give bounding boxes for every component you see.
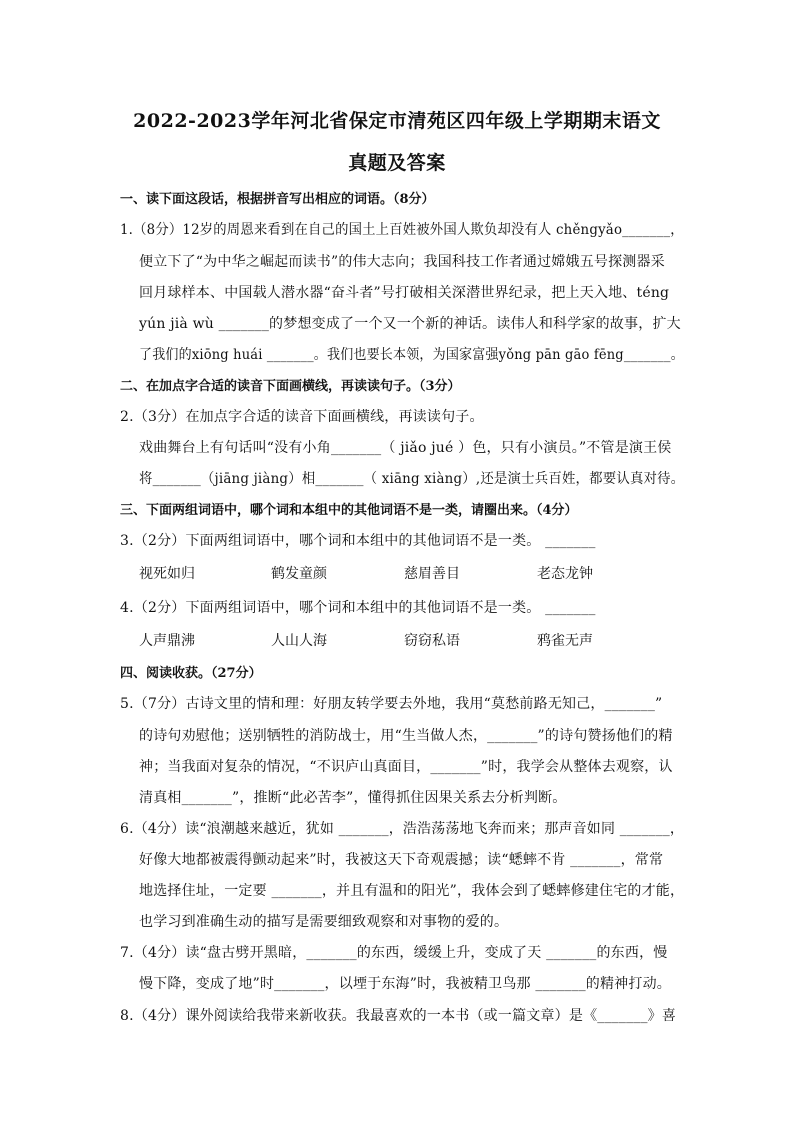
question-6-line: 也学习到准确生动的描写是需要细致观察和对事物的爱的。 bbox=[139, 914, 509, 930]
question-5-line: 清真相_______”，推断“此必苦李”，懂得抓住因果关系去分析判断。 bbox=[139, 790, 567, 806]
question-4-option: 窃窃私语 bbox=[404, 633, 460, 649]
question-5-line: 5.（7分）古诗文里的情和理：好朋友转学要去外地，我用“莫愁前路无知己，_______” bbox=[120, 696, 663, 712]
question-6-line: 好像大地都被震得颤动起来”时，我被这天下奇观震撼；读“蟋蟀不肯 _______，常常 bbox=[139, 852, 664, 868]
question-1-line: yún jià wù _______的梦想变成了一个又一个新的神话。读伟人和科学家的故事，扩大 bbox=[139, 316, 681, 332]
document-title-line-2: 真题及答案 bbox=[348, 152, 446, 174]
question-8-line: 8.（4分）课外阅读给我带来新收获。我最喜欢的一本书（或一篇文章）是《_______》喜 bbox=[120, 1008, 677, 1024]
question-7-line: 7.（4分）读“盘古劈开黑暗，_______的东西，缓缓上升，变成了天 _______的东西，慢 bbox=[120, 945, 668, 961]
question-1-line: 回月球样本、中国载人潜水器“奋斗者”号打破相关深潜世界纪录，把上天入地、téng bbox=[139, 285, 670, 301]
question-4-option: 鸦雀无声 bbox=[537, 633, 593, 649]
question-4-option: 人声鼎沸 bbox=[139, 633, 195, 649]
question-2-line: 2.（3分）在加点字合适的读音下面画横线，再读读句子。 bbox=[120, 409, 484, 425]
question-4-option: 人山人海 bbox=[271, 633, 327, 649]
question-3-option: 鹤发童颜 bbox=[271, 566, 327, 582]
question-5-line: 的诗句劝慰他；送别牺牲的消防战士，用“生当做人杰，_______”的诗句赞扬他们的精 bbox=[139, 728, 673, 744]
section-heading-1: 一、读下面这段话，根据拼音写出相应的词语。（8分） bbox=[120, 192, 435, 207]
question-1-line: 了我们的xiōng huái _______。我们也要长本领，为国家富强yǒng pān gāo fēng_______。 bbox=[139, 347, 684, 363]
question-3-option: 慈眉善目 bbox=[404, 566, 460, 582]
question-6-line: 地选择住址，一定要 _______，并且有温和的阳光”，我体会到了蟋蟀修建住宅的才能， bbox=[139, 883, 685, 899]
question-7-line: 慢下降，变成了地”时_______，以堙于东海”时，我被精卫鸟那 _______的精神打动。 bbox=[139, 976, 671, 992]
document-title-line-1: 2022-2023学年河北省保定市清苑区四年级上学期期末语文 bbox=[133, 110, 661, 132]
question-3-stem: 3.（2分）下面两组词语中，哪个词和本组中的其他词语不是一类。 _______ bbox=[120, 533, 596, 549]
question-5-line: 神；当我面对复杂的情况，“不识庐山真面目，_______”时，我学会从整体去观察，认 bbox=[139, 759, 673, 775]
question-6-line: 6.（4分）读“浪潮越来越近，犹如 _______，浩浩荡荡地飞奔而来；那声音如同 _______， bbox=[120, 821, 685, 837]
question-2-line: 将_______（jiāng jiàng）相_______（ xiāng xiàng）,还是演士兵百姓，都要认真对待。 bbox=[139, 471, 685, 487]
question-4-stem: 4.（2分）下面两组词语中，哪个词和本组中的其他词语不是一类。 _______ bbox=[120, 600, 596, 616]
question-3-option: 老态龙钟 bbox=[537, 566, 593, 582]
question-2-line: 戏曲舞台上有句话叫“没有小角_______（ jiǎo jué ）色，只有小演员。”不管是演王侯 bbox=[139, 440, 672, 456]
section-heading-3: 三、下面两组词语中，哪个词和本组中的其他词语不是一类，请圈出来。（4分） bbox=[120, 503, 578, 518]
question-1-line: 1.（8分）12岁的周恩来看到在自己的国土上百姓被外国人欺负却没有人 chěngyǎo_______， bbox=[120, 222, 684, 238]
question-3-option: 视死如归 bbox=[139, 566, 195, 582]
section-heading-2: 二、在加点字合适的读音下面画横线，再读读句子。（3分） bbox=[120, 379, 461, 394]
section-heading-4: 四、阅读收获。（27分） bbox=[120, 666, 262, 681]
question-1-line: 便立下了“为中华之崛起而读书”的伟大志向；我国科技工作者通过嫦娥五号探测器采 bbox=[139, 254, 665, 270]
